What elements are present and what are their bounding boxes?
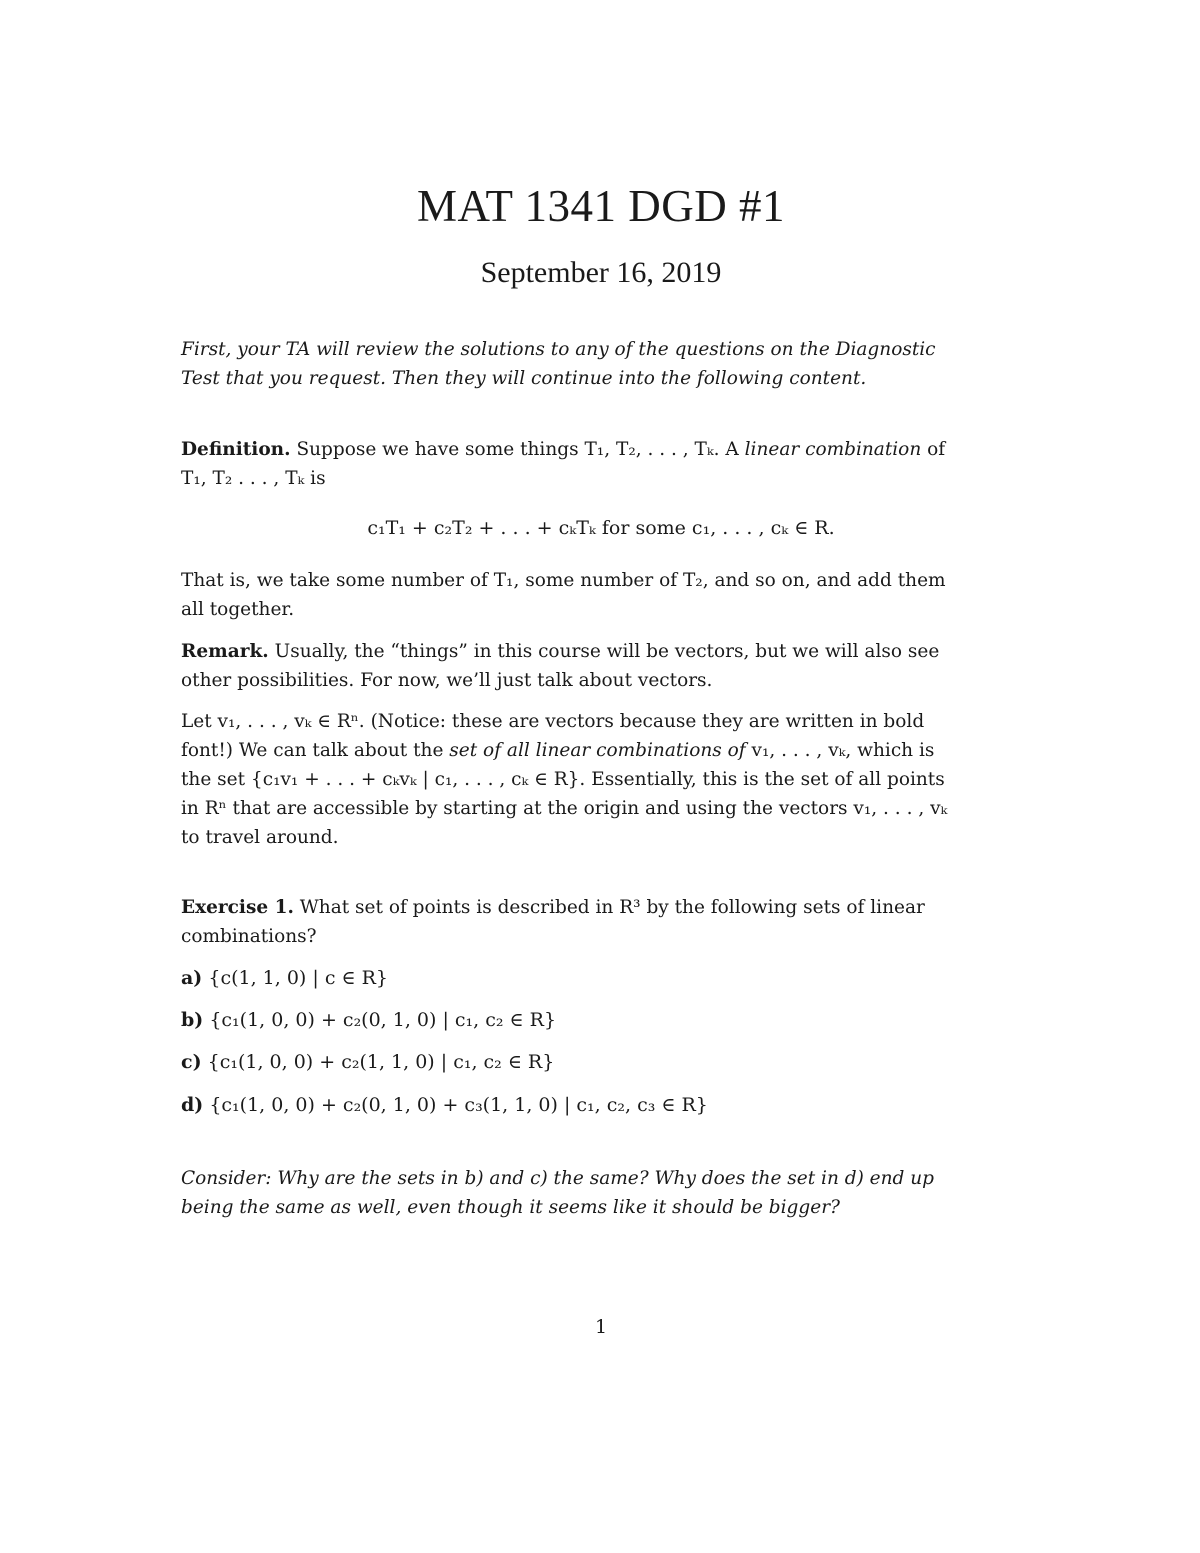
exercise-item-a [181, 967, 1021, 989]
item-label: a) [181, 967, 203, 989]
definition-line-1 [181, 435, 1021, 464]
item-label: b) [181, 1009, 204, 1031]
item-text: {c₁(1, 0, 0) + c₂(0, 1, 0) | c₁, c₂ ∈ R} [209, 1009, 557, 1031]
consider-line-2: being the same as well, even though it seems like it should be bigger? [181, 1197, 840, 1218]
definition-line-1-end: of [927, 439, 946, 460]
definition-line-2: T₁, T₂ . . . , Tₖ is [181, 468, 326, 489]
explanation-line-1: That is, we take some number of T₁, some number of T₂, and so on, and add them [181, 570, 946, 591]
page-title: MAT 1341 DGD #1 [417, 181, 785, 231]
remark-label: Remark. [181, 641, 269, 662]
definition-text: Suppose we have some things T₁, T₂, . . . , Tₖ. A [296, 439, 739, 460]
vectors-line-2-end: v₁, . . . , vₖ, which is [751, 740, 935, 761]
consider-paragraph [181, 1164, 1021, 1222]
item-text: {c(1, 1, 0) | c ∈ R} [208, 967, 388, 989]
definition-explanation [181, 566, 1021, 624]
vectors-line-4: in Rⁿ that are accessible by starting at the origin and using the vectors v₁, . . . , vₖ [181, 798, 948, 819]
item-text: {c₁(1, 0, 0) + c₂(1, 1, 0) | c₁, c₂ ∈ R} [207, 1051, 555, 1073]
remark-line-2: other possibilities. For now, we’ll just talk about vectors. [181, 670, 713, 691]
vectors-line-3: the set {c₁v₁ + . . . + cₖvₖ | c₁, . . . , cₖ ∈ R}. Essentially, this is the set of all points [181, 769, 945, 790]
consider-line-1: Consider: Why are the sets in b) and c) the same? Why does the set in d) end up [181, 1168, 935, 1189]
remark-paragraph [181, 637, 1021, 695]
explanation-line-2: all together. [181, 599, 295, 620]
vectors-term: set of all linear combinations of [449, 740, 746, 761]
exercise-label: Exercise 1. [181, 897, 294, 918]
exercise-line-1 [181, 893, 1021, 922]
intro-line-2: Test that you request. Then they will continue into the following content. [181, 368, 867, 389]
vectors-paragraph [181, 707, 1021, 852]
definition-label: Definition. [181, 439, 291, 460]
definition-term: linear combination [744, 439, 922, 460]
remark-line-1 [181, 637, 1021, 666]
remark-text: Usually, the “things” in this course will be vectors, but we will also see [274, 641, 940, 662]
exercise-paragraph [181, 893, 1021, 951]
exercise-item-d [181, 1094, 1021, 1116]
definition-equation: c₁T₁ + c₂T₂ + . . . + cₖTₖ for some c₁, . . . , cₖ ∈ R. [367, 517, 835, 539]
item-label: d) [181, 1094, 204, 1116]
exercise-text: What set of points is described in R³ by the following sets of linear [299, 897, 925, 918]
vectors-line-2 [181, 736, 1021, 765]
vectors-line-1: Let v₁, . . . , vₖ ∈ Rⁿ. (Notice: these are vectors because they are written in bold [181, 711, 925, 732]
intro-line-1: First, your TA will review the solutions to any of the questions on the Diagnostic [181, 339, 936, 360]
vectors-line-2-start: font!) We can talk about the [181, 740, 444, 761]
page-date: September 16, 2019 [480, 256, 722, 289]
definition-paragraph [181, 435, 1021, 493]
exercise-item-b [181, 1009, 1021, 1031]
page-number: 1 [594, 1316, 608, 1338]
item-label: c) [181, 1051, 202, 1073]
vectors-line-5: to travel around. [181, 827, 339, 848]
intro-paragraph [181, 335, 1021, 393]
exercise-item-c [181, 1051, 1021, 1073]
exercise-line-2: combinations? [181, 926, 317, 947]
item-text: {c₁(1, 0, 0) + c₂(0, 1, 0) + c₃(1, 1, 0) | c₁, c₂, c₃ ∈ R} [209, 1094, 708, 1116]
